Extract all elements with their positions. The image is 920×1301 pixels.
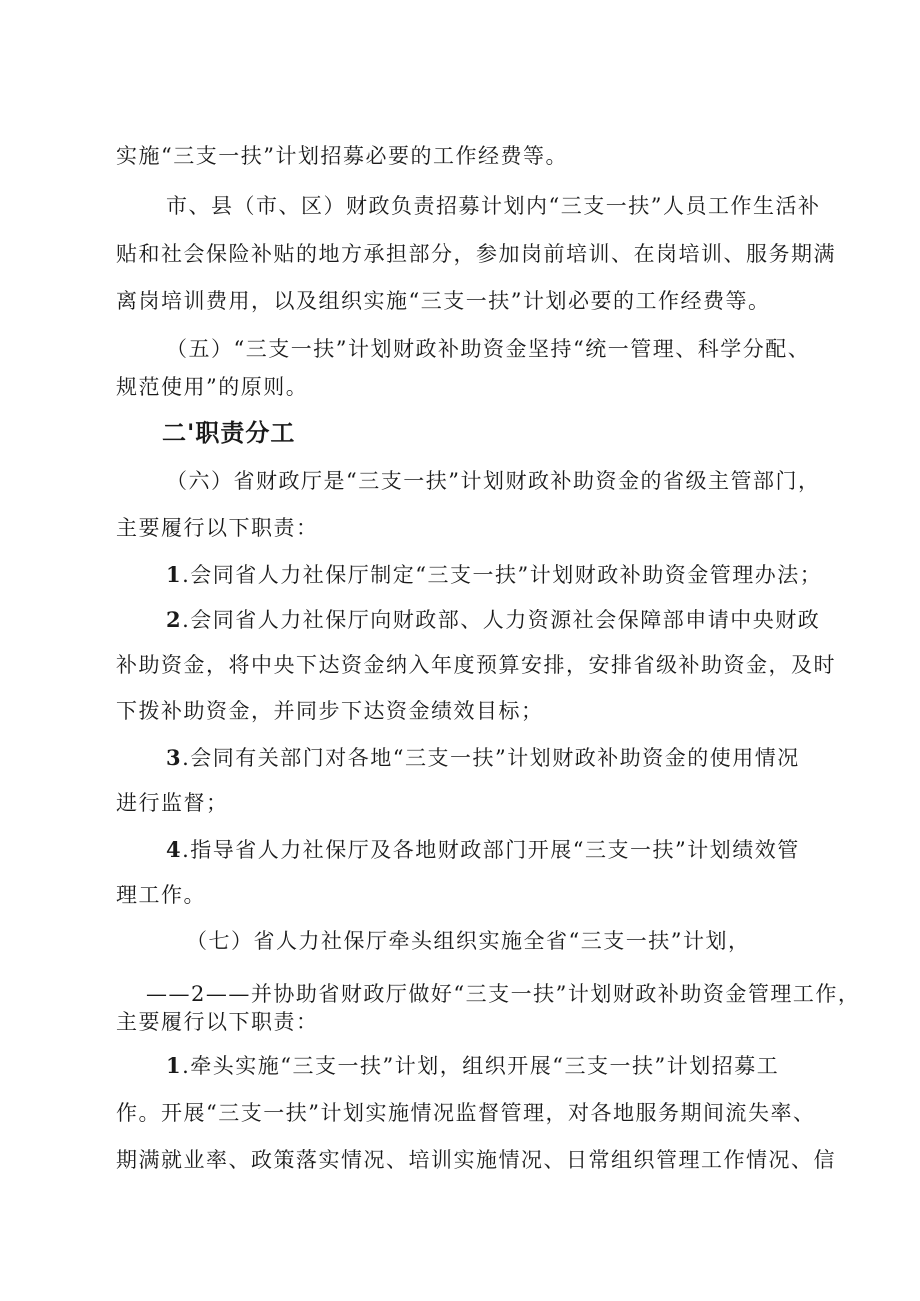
list-item-text: .会同省人力社保厅向财政部、人力资源社会保障部申请中央财政 xyxy=(182,608,821,632)
list-item-number: 3 xyxy=(166,745,183,770)
paragraph-line: 规范使用”的原则。 xyxy=(116,375,309,399)
list-item xyxy=(166,606,820,634)
paragraph-line: 理工作。 xyxy=(116,883,206,907)
paragraph-line: 市、县（市、区）财政负责招募计划内“三支一扶”人员工作生活补 xyxy=(166,194,821,218)
paragraph-line: （七）省人力社保厅牵头组织实施全省“三支一扶”计划， xyxy=(186,929,751,953)
list-item xyxy=(166,561,822,589)
list-item-number: 4 xyxy=(166,837,183,862)
paragraph-line: 期满就业率、政策落实情况、培训实施情况、日常组织管理工作情况、信 xyxy=(116,1148,836,1172)
list-item-text: .会同有关部门对各地“三支一扶”计划财政补助资金的使用情况 xyxy=(182,746,800,770)
paragraph-line: 实施“三支一扶”计划招募必要的工作经费等。 xyxy=(116,144,568,168)
list-item-text: .指导省人力社保厅及各地财政部门开展“三支一扶”计划绩效管 xyxy=(182,838,800,862)
paragraph-line: 贴和社会保险补贴的地方承担部分，参加岗前培训、在岗培训、服务期满 xyxy=(116,242,836,266)
paragraph-line: 离岗培训费用，以及组织实施“三支一扶”计划必要的工作经费等。 xyxy=(116,289,771,313)
paragraph-line: （六）省财政厅是“三支一扶”计划财政补助资金的省级主管部门， xyxy=(166,469,821,493)
paragraph-line: 作。开展“三支一扶”计划实施情况监督管理，对各地服务期间流失率、 xyxy=(116,1101,816,1125)
paragraph-line: 下拨补助资金，并同步下达资金绩效目标； xyxy=(116,699,544,723)
list-item xyxy=(166,836,800,864)
paragraph-line: 主要履行以下职责： xyxy=(116,1010,319,1034)
paragraph-line: 主要履行以下职责： xyxy=(116,516,319,540)
list-item-number: 1 xyxy=(166,1053,183,1078)
section-heading: 二'职责分工 xyxy=(162,419,296,447)
list-item-number: 1 xyxy=(166,562,183,587)
paragraph-line: 进行监督； xyxy=(116,791,229,815)
paragraph-line-text: 并协助省财政厅做好“三支一扶”计划财政补助资金管理工作， xyxy=(250,982,861,1006)
list-item-text: .会同省人力社保厅制定“三支一扶”计划财政补助资金管理办法； xyxy=(182,563,823,587)
list-item-text: .牵头实施“三支一扶”计划，组织开展“三支一扶”计划招募工 xyxy=(182,1054,780,1078)
paragraph-line: 补助资金，将中央下达资金纳入年度预算安排，安排省级补助资金，及时 xyxy=(116,653,836,677)
paragraph-line-with-page-number xyxy=(146,980,860,1008)
paragraph-line: （五）“三支一扶”计划财政补助资金坚持“统一管理、科学分配、 xyxy=(166,337,811,361)
list-item xyxy=(166,744,800,772)
page-number: ——2—— xyxy=(146,982,251,1006)
list-item-number: 2 xyxy=(166,607,183,632)
list-item xyxy=(166,1052,779,1080)
